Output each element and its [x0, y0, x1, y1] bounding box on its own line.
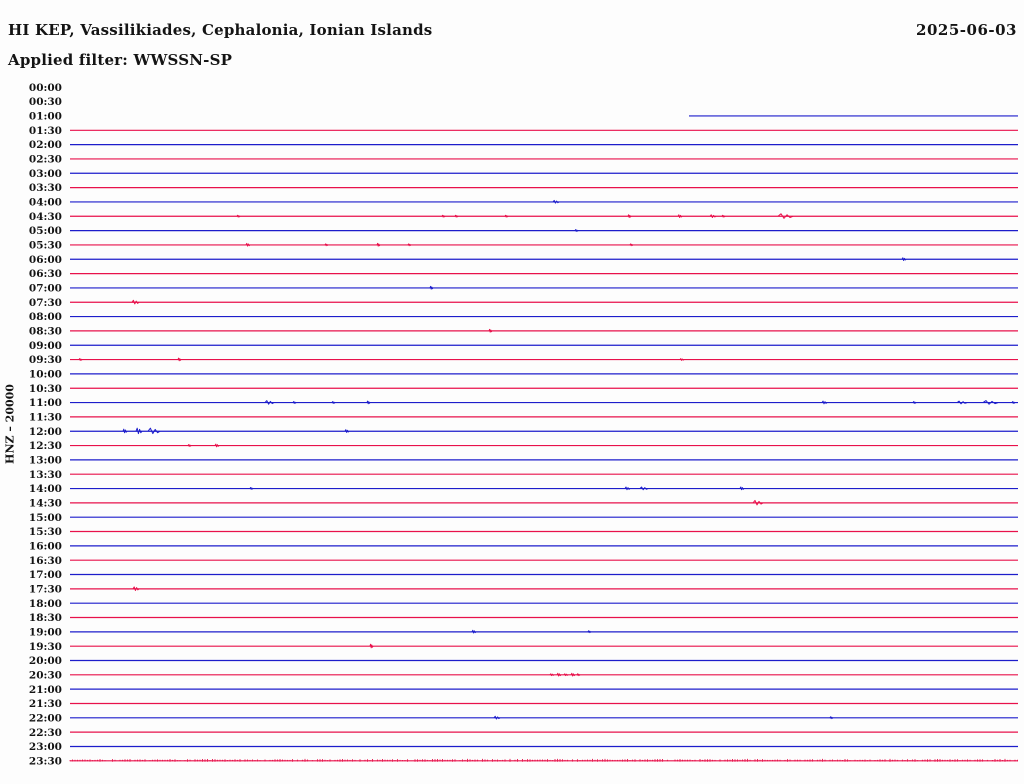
- row-time-label: 20:30: [28, 669, 62, 682]
- row-time-label: 18:00: [28, 597, 62, 610]
- row-time-label: 01:30: [28, 124, 62, 137]
- row-time-label: 16:00: [28, 540, 62, 553]
- row-time-label: 15:30: [28, 526, 62, 539]
- row-time-label: 11:00: [28, 397, 62, 410]
- row-time-label: 05:00: [28, 225, 62, 238]
- row-time-label: 04:00: [28, 196, 62, 209]
- row-time-label: 17:00: [28, 569, 62, 582]
- row-time-label: 10:30: [28, 382, 62, 395]
- filter-label: Applied filter: WWSSN-SP: [8, 51, 233, 69]
- seismic-event-wiggle: [489, 329, 492, 332]
- row-time-label: 08:00: [28, 311, 62, 324]
- row-time-label: 13:00: [28, 454, 62, 467]
- row-time-label: 07:30: [28, 296, 62, 309]
- row-time-label: 18:30: [28, 612, 62, 625]
- row-time-label: 00:00: [28, 81, 62, 94]
- row-time-label: 22:00: [28, 712, 62, 725]
- row-time-label: 19:00: [28, 626, 62, 639]
- row-time-label: 19:30: [28, 640, 62, 653]
- row-time-label: 07:00: [28, 282, 62, 295]
- row-time-label: 23:00: [28, 741, 62, 754]
- row-time-label: 03:30: [28, 182, 62, 195]
- row-time-label: 15:00: [28, 511, 62, 524]
- row-time-label: 02:30: [28, 153, 62, 166]
- seismic-event-wiggle: [367, 401, 370, 404]
- station-title: HI KEP, Vassilikiades, Cephalonia, Ionian Islands: [8, 21, 433, 39]
- row-time-label: 06:00: [28, 253, 62, 266]
- row-time-label: 00:30: [28, 96, 62, 109]
- row-time-label: 14:30: [28, 497, 62, 510]
- row-time-label: 04:30: [28, 210, 62, 223]
- date-label: 2025-06-03: [916, 21, 1017, 39]
- row-time-label: 12:30: [28, 440, 62, 453]
- row-time-label: 20:00: [28, 655, 62, 668]
- row-time-label: 10:00: [28, 368, 62, 381]
- row-time-label: 01:00: [28, 110, 62, 123]
- row-time-label: 13:30: [28, 468, 62, 481]
- row-time-label: 23:30: [28, 755, 62, 768]
- row-time-label: 08:30: [28, 325, 62, 338]
- seismic-event-wiggle: [430, 286, 433, 289]
- row-time-label: 12:00: [28, 425, 62, 438]
- row-time-label: 02:00: [28, 139, 62, 152]
- row-time-label: 05:30: [28, 239, 62, 252]
- row-time-label: 14:00: [28, 483, 62, 496]
- channel-scale-axis-label: HNZ – 20000: [3, 384, 17, 464]
- seismic-event-wiggle: [178, 358, 181, 361]
- row-time-label: 17:30: [28, 583, 62, 596]
- row-time-label: 21:30: [28, 698, 62, 711]
- row-time-label: 03:00: [28, 167, 62, 180]
- seismic-event-wiggle: [370, 644, 373, 648]
- row-time-label: 21:00: [28, 683, 62, 696]
- seismic-event-wiggle: [377, 243, 380, 246]
- row-time-label: 09:00: [28, 339, 62, 352]
- row-time-label: 22:30: [28, 726, 62, 739]
- row-time-label: 16:30: [28, 554, 62, 567]
- row-time-label: 06:30: [28, 268, 62, 281]
- seismic-event-wiggle: [628, 215, 631, 218]
- row-time-label: 11:30: [28, 411, 62, 424]
- row-time-label: 09:30: [28, 354, 62, 367]
